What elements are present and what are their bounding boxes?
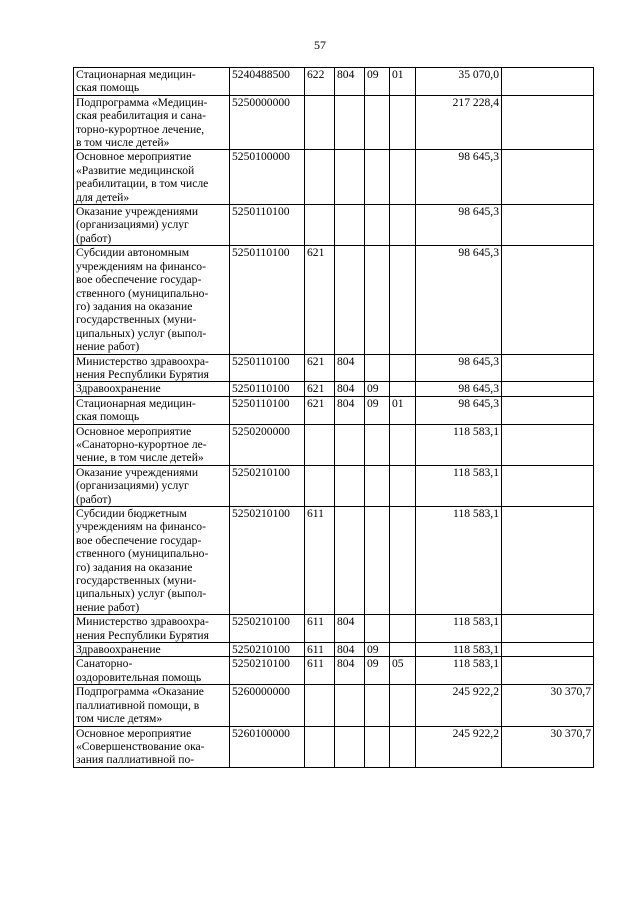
row-name-line: Подпрограмма «Медицин-	[76, 95, 208, 109]
row-name-line: нения Республики Бурятия	[76, 367, 209, 381]
amount-total: 35 070,0	[416, 68, 502, 96]
subsection-code: 05	[390, 657, 416, 685]
expense-type-code: 611	[305, 657, 335, 685]
row-name-line: Здравоохранение	[76, 382, 161, 396]
expense-type-code	[305, 465, 335, 506]
expense-type-code: 611	[305, 615, 335, 643]
amount-total: 98 645,3	[416, 205, 502, 246]
table-row	[74, 465, 594, 506]
row-name	[74, 643, 230, 657]
expense-type-code: 611	[305, 643, 335, 657]
expense-type-code	[305, 150, 335, 205]
row-name-line: ственного (муниципально-	[76, 286, 209, 300]
row-name-line: ская помощь	[76, 81, 140, 95]
row-name	[74, 95, 230, 150]
section-code	[365, 150, 390, 205]
row-name-line: том числе детям»	[76, 712, 163, 726]
expense-type-code: 611	[305, 507, 335, 615]
row-name	[74, 68, 230, 96]
ministry-code: 804	[335, 382, 365, 396]
row-name-line: Субсидии бюджетным	[76, 507, 187, 520]
section-code	[365, 95, 390, 150]
amount-federal	[502, 382, 594, 396]
section-code	[365, 246, 390, 354]
row-name-line: Здравоохранение	[76, 643, 161, 657]
row-name-line: реабилитации, в том числе	[76, 177, 209, 191]
ministry-code: 804	[335, 615, 365, 643]
row-name	[74, 424, 230, 465]
row-name	[74, 396, 230, 424]
section-code	[365, 507, 390, 615]
row-name-line: нение работ)	[76, 600, 140, 614]
expense-type-code: 621	[305, 382, 335, 396]
target-article-code: 5250210100	[230, 657, 305, 685]
row-name	[74, 382, 230, 396]
table-row	[74, 657, 594, 685]
amount-federal	[502, 424, 594, 465]
section-code	[365, 354, 390, 382]
row-name-line: Министерство здравоохра-	[76, 354, 209, 368]
row-name-line: нения Республики Бурятия	[76, 628, 209, 642]
row-name-line: Министерство здравоохра-	[76, 615, 209, 629]
amount-federal	[502, 150, 594, 205]
target-article-code: 5250110100	[230, 246, 305, 354]
row-name	[74, 657, 230, 685]
amount-federal	[502, 396, 594, 424]
amount-total: 245 922,2	[416, 685, 502, 726]
target-article-code: 5250210100	[230, 465, 305, 506]
subsection-code	[390, 726, 416, 767]
target-article-code: 5250110100	[230, 205, 305, 246]
subsection-code	[390, 643, 416, 657]
target-article-code: 5250200000	[230, 424, 305, 465]
ministry-code	[335, 246, 365, 354]
table-row	[74, 354, 594, 382]
ministry-code	[335, 424, 365, 465]
table-row	[74, 205, 594, 246]
row-name	[74, 507, 230, 615]
ministry-code: 804	[335, 657, 365, 685]
row-name	[74, 150, 230, 205]
target-article-code: 5250000000	[230, 95, 305, 150]
amount-total: 118 583,1	[416, 507, 502, 615]
subsection-code	[390, 150, 416, 205]
row-name-line: го) задания на оказание	[76, 299, 193, 313]
amount-total: 118 583,1	[416, 465, 502, 506]
row-name-line: для детей»	[76, 190, 130, 204]
row-name-line: Оказание учреждениями	[76, 205, 199, 219]
row-name-line: ская реабилитация и сана-	[76, 109, 207, 123]
amount-total: 118 583,1	[416, 615, 502, 643]
expense-type-code	[305, 726, 335, 767]
table-row	[74, 643, 594, 657]
ministry-code	[335, 507, 365, 615]
section-code	[365, 205, 390, 246]
row-name-line: Стационарная медицин-	[76, 396, 196, 410]
row-name-line: «Развитие медицинской	[76, 163, 195, 177]
amount-federal: 30 370,7	[502, 685, 594, 726]
ministry-code	[335, 205, 365, 246]
amount-total: 98 645,3	[416, 246, 502, 354]
row-name	[74, 726, 230, 767]
row-name-line: чение, в том числе детей»	[76, 451, 204, 465]
table-row	[74, 507, 594, 615]
subsection-code	[390, 424, 416, 465]
row-name-line: ципальных) услуг (выпол-	[76, 587, 207, 601]
row-name-line: Санаторно-	[76, 657, 133, 671]
table-row	[74, 95, 594, 150]
table-row	[74, 615, 594, 643]
section-code	[365, 726, 390, 767]
amount-total: 98 645,3	[416, 354, 502, 382]
row-name	[74, 465, 230, 506]
section-code	[365, 685, 390, 726]
budget-table	[73, 67, 594, 768]
target-article-code: 5250100000	[230, 150, 305, 205]
amount-total: 98 645,3	[416, 382, 502, 396]
ministry-code: 804	[335, 643, 365, 657]
section-code: 09	[365, 396, 390, 424]
row-name-line: Субсидии автономным	[76, 246, 190, 260]
expense-type-code: 621	[305, 354, 335, 382]
ministry-code: 804	[335, 354, 365, 382]
subsection-code	[390, 507, 416, 615]
table-row	[74, 726, 594, 767]
expense-type-code	[305, 685, 335, 726]
expense-type-code	[305, 205, 335, 246]
section-code	[365, 465, 390, 506]
target-article-code: 5260000000	[230, 685, 305, 726]
amount-total: 118 583,1	[416, 657, 502, 685]
row-name-line: нение работ)	[76, 340, 140, 354]
row-name	[74, 246, 230, 354]
row-name-line: (организациями) услуг	[76, 218, 189, 232]
row-name-line: зания паллиативной по-	[76, 753, 195, 767]
row-name-line: го) задания на оказание	[76, 560, 193, 574]
amount-federal	[502, 643, 594, 657]
amount-federal	[502, 507, 594, 615]
row-name	[74, 615, 230, 643]
section-code: 09	[365, 68, 390, 96]
row-name-line: вое обеспечение государ-	[76, 273, 202, 287]
row-name-line: ская помощь	[76, 410, 140, 424]
row-name-line: Основное мероприятие	[76, 424, 192, 438]
target-article-code: 5250210100	[230, 507, 305, 615]
row-name-line: Стационарная медицин-	[76, 68, 196, 81]
amount-total: 98 645,3	[416, 396, 502, 424]
target-article-code: 5250110100	[230, 354, 305, 382]
section-code	[365, 615, 390, 643]
amount-total: 118 583,1	[416, 424, 502, 465]
row-name-line: паллиативной помощи, в	[76, 698, 200, 712]
page-number: 57	[314, 38, 326, 52]
row-name-line: Оказание учреждениями	[76, 465, 199, 479]
expense-type-code	[305, 424, 335, 465]
amount-federal	[502, 615, 594, 643]
amount-total: 98 645,3	[416, 150, 502, 205]
subsection-code	[390, 354, 416, 382]
row-name-line: Основное мероприятие	[76, 150, 192, 164]
amount-total: 245 922,2	[416, 726, 502, 767]
subsection-code	[390, 465, 416, 506]
row-name-line: ственного (муниципально-	[76, 547, 209, 561]
section-code	[365, 424, 390, 465]
target-article-code: 5250110100	[230, 382, 305, 396]
subsection-code: 01	[390, 68, 416, 96]
target-article-code: 5250210100	[230, 643, 305, 657]
row-name-line: ципальных) услуг (выпол-	[76, 326, 207, 340]
subsection-code	[390, 685, 416, 726]
subsection-code: 01	[390, 396, 416, 424]
row-name-line: учреждениям на финансо-	[76, 520, 206, 534]
row-name-line: (работ)	[76, 492, 112, 506]
target-article-code: 5260100000	[230, 726, 305, 767]
row-name-line: Основное мероприятие	[76, 726, 192, 740]
section-code: 09	[365, 382, 390, 396]
target-article-code: 5250210100	[230, 615, 305, 643]
target-article-code: 5250110100	[230, 396, 305, 424]
amount-federal	[502, 95, 594, 150]
row-name-line: учреждениям на финансо-	[76, 259, 206, 273]
table-row	[74, 685, 594, 726]
table-row	[74, 382, 594, 396]
row-name-line: «Санаторно-курортное ле-	[76, 437, 207, 451]
amount-total: 118 583,1	[416, 643, 502, 657]
amount-federal	[502, 657, 594, 685]
expense-type-code	[305, 95, 335, 150]
amount-federal: 30 370,7	[502, 726, 594, 767]
subsection-code	[390, 382, 416, 396]
section-code: 09	[365, 643, 390, 657]
expense-type-code: 622	[305, 68, 335, 96]
amount-federal	[502, 465, 594, 506]
ministry-code	[335, 685, 365, 726]
row-name-line: Подпрограмма «Оказание	[76, 685, 204, 699]
amount-federal	[502, 354, 594, 382]
target-article-code: 5240488500	[230, 68, 305, 96]
row-name	[74, 354, 230, 382]
ministry-code	[335, 726, 365, 767]
row-name-line: (работ)	[76, 231, 112, 245]
row-name-line: государственных (муни-	[76, 313, 197, 327]
row-name	[74, 205, 230, 246]
table-body	[74, 68, 594, 768]
table-row	[74, 424, 594, 465]
row-name-line: «Совершенствование ока-	[76, 739, 205, 753]
section-code: 09	[365, 657, 390, 685]
amount-federal	[502, 68, 594, 96]
subsection-code	[390, 615, 416, 643]
amount-federal	[502, 205, 594, 246]
amount-federal	[502, 246, 594, 354]
ministry-code	[335, 465, 365, 506]
table-row	[74, 246, 594, 354]
ministry-code: 804	[335, 68, 365, 96]
row-name-line: (организациями) услуг	[76, 479, 189, 493]
subsection-code	[390, 95, 416, 150]
row-name	[74, 685, 230, 726]
expense-type-code: 621	[305, 396, 335, 424]
row-name-line: вое обеспечение государ-	[76, 533, 202, 547]
table-row	[74, 396, 594, 424]
row-name-line: торно-курортное лечение,	[76, 122, 205, 136]
table-row	[74, 68, 594, 96]
row-name-line: в том числе детей»	[76, 136, 170, 150]
ministry-code	[335, 95, 365, 150]
ministry-code	[335, 150, 365, 205]
subsection-code	[390, 205, 416, 246]
amount-total: 217 228,4	[416, 95, 502, 150]
expense-type-code: 621	[305, 246, 335, 354]
subsection-code	[390, 246, 416, 354]
row-name-line: оздоровительная помощь	[76, 670, 202, 684]
ministry-code: 804	[335, 396, 365, 424]
row-name-line: государственных (муни-	[76, 574, 197, 588]
table-row	[74, 150, 594, 205]
